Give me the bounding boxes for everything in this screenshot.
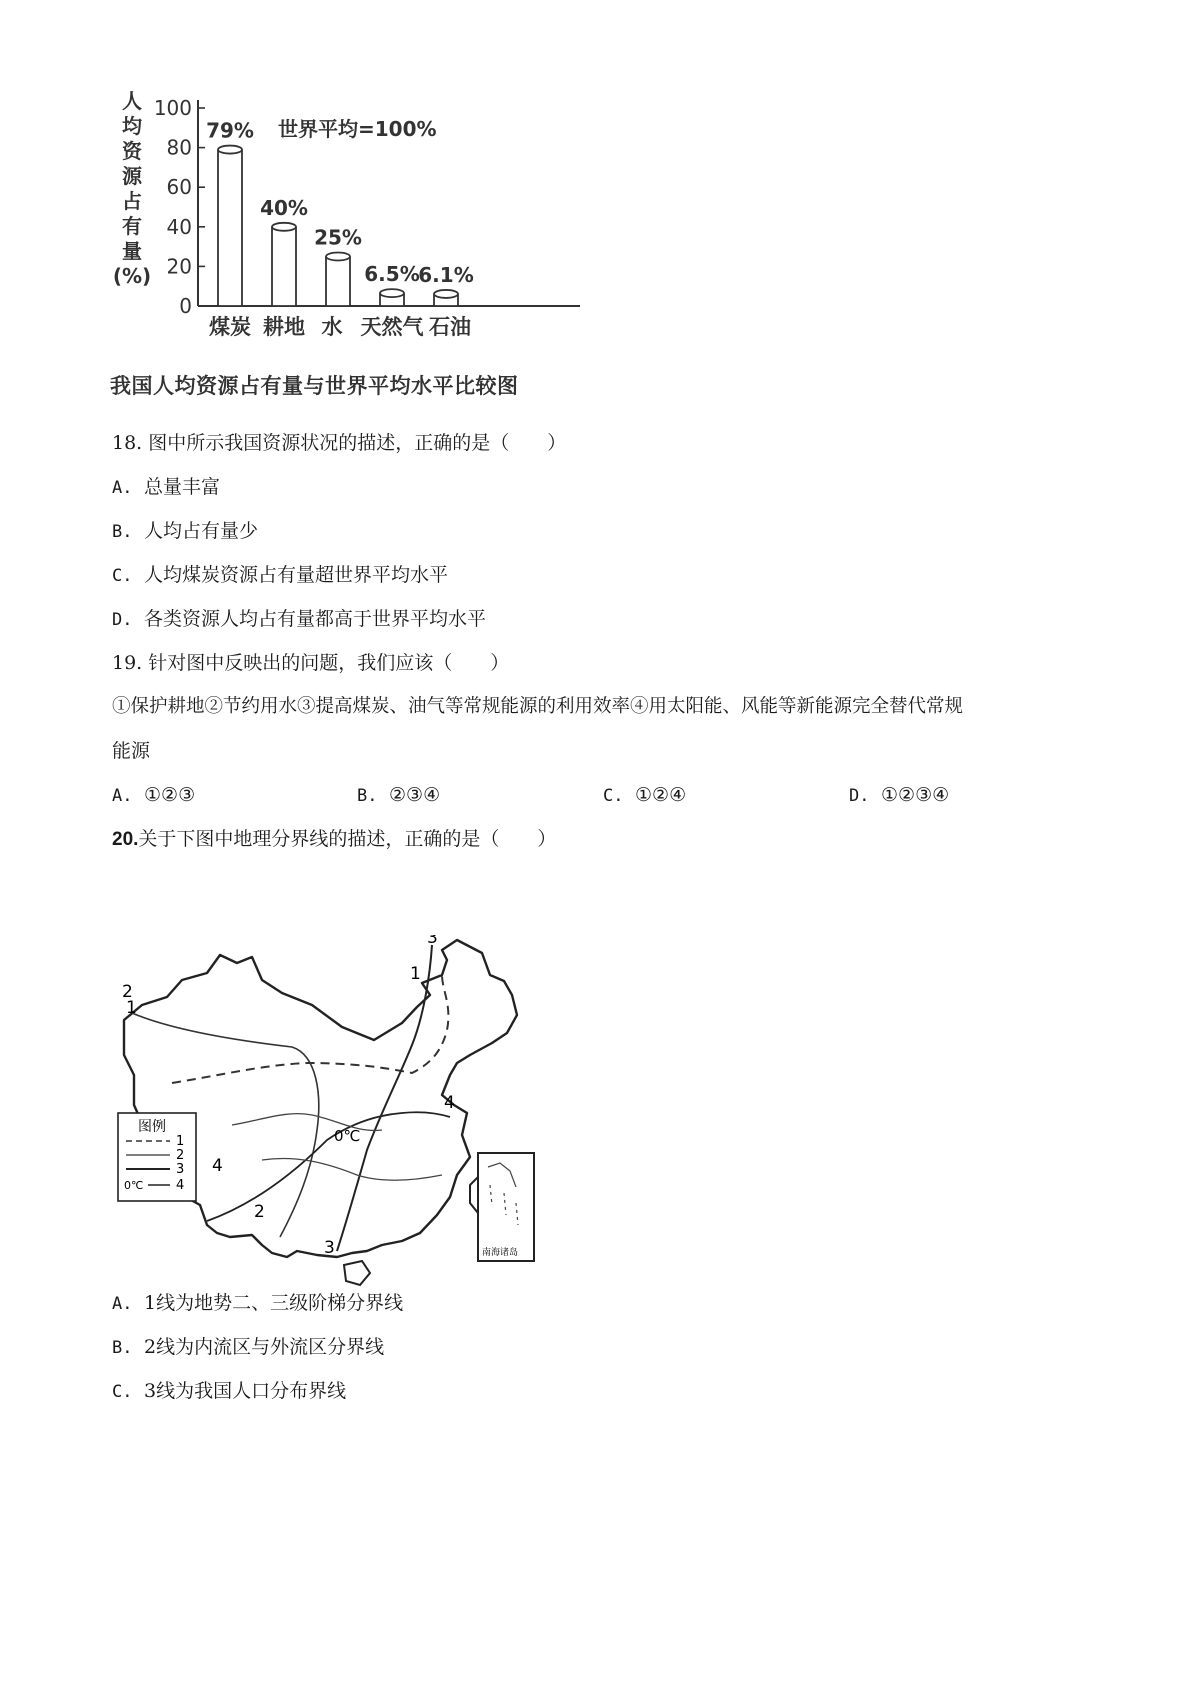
ylabel-char: 有 <box>122 214 142 238</box>
x-category-label: 煤炭 <box>209 315 251 339</box>
q20-option-a[interactable] <box>112 1290 403 1317</box>
option-text: 3线为我国人口分布界线 <box>144 1380 347 1402</box>
legend-zero-label: 0℃ <box>124 1179 144 1192</box>
y-tick-label: 20 <box>166 254 192 279</box>
q19-stem: 19. 针对图中反映出的问题，我们应该（ ） <box>112 652 510 674</box>
option-letter: C. <box>112 566 133 586</box>
option-text: ②③④ <box>389 784 441 806</box>
map-legend <box>118 1113 196 1201</box>
ylabel-char: 源 <box>122 164 142 188</box>
legend-item-label: 2 <box>176 1148 185 1163</box>
x-category-label: 水 <box>321 315 343 339</box>
y-tick-label: 100 <box>153 96 192 120</box>
option-letter: A. <box>112 1294 133 1314</box>
legend-item-label: 1 <box>176 1134 185 1149</box>
q19-statements-line2: 能源 <box>112 740 151 762</box>
bar <box>272 223 296 306</box>
line-label: 1 <box>410 964 421 984</box>
q20-option-b[interactable] <box>112 1334 384 1361</box>
q19-option-b[interactable] <box>357 782 440 809</box>
bar-value-label: 79% <box>206 118 254 143</box>
q18-option-b[interactable] <box>112 518 258 545</box>
option-text: ①②③ <box>144 784 196 806</box>
bar-value-label: 6.1% <box>418 262 474 287</box>
legend-item-label: 3 <box>176 1162 185 1177</box>
option-text: 总量丰富 <box>144 476 221 498</box>
bar <box>218 146 242 306</box>
line-label: 4 <box>212 1156 223 1176</box>
legend-item-label: 4 <box>176 1178 185 1193</box>
option-letter: C. <box>603 786 624 806</box>
hainan-island <box>344 1261 370 1285</box>
line-label: 1 <box>126 998 137 1018</box>
q20-stem-line <box>112 826 556 853</box>
ylabel-char: (%) <box>112 264 152 288</box>
q19-option-d[interactable] <box>849 782 949 809</box>
y-tick-label: 80 <box>166 135 192 160</box>
china-boundary-map <box>112 935 592 1335</box>
y-tick-label: 40 <box>166 214 192 239</box>
bar-value-label: 40% <box>260 195 308 220</box>
option-letter: A. <box>112 786 133 806</box>
bar-value-label: 6.5% <box>364 262 420 287</box>
boundary-line-1 <box>172 975 448 1083</box>
ylabel-char: 人 <box>122 89 142 113</box>
ylabel-char: 均 <box>122 114 142 138</box>
line-label: 2 <box>254 1202 265 1222</box>
bar <box>434 290 458 306</box>
x-category-label: 耕地 <box>263 315 305 339</box>
x-category-label: 天然气 <box>360 315 424 339</box>
option-text: ①②③④ <box>881 784 950 806</box>
china-map-svg <box>112 935 592 1335</box>
line-label: 4 <box>444 1093 455 1113</box>
y-tick-label: 0 <box>179 294 192 318</box>
q19-option-a[interactable] <box>112 782 195 809</box>
option-text: 各类资源人均占有量都高于世界平均水平 <box>144 608 487 630</box>
chart-title: 我国人均资源占有量与世界平均水平比较图 <box>110 374 519 398</box>
line-label: 2 <box>122 982 133 1002</box>
option-text: 1线为地势二、三级阶梯分界线 <box>144 1292 404 1314</box>
option-letter: B. <box>112 1338 133 1358</box>
q20-stem: 关于下图中地理分界线的描述，正确的是（ ） <box>138 828 557 850</box>
q20-number: 20. <box>112 829 139 850</box>
chart-annotation: 世界平均=100% <box>278 117 437 141</box>
inset-label: 南海诸岛 <box>482 1248 519 1258</box>
ylabel-char: 资 <box>122 139 142 163</box>
option-letter: D. <box>849 786 870 806</box>
option-letter: A. <box>112 478 133 498</box>
q20-option-c[interactable] <box>112 1378 346 1405</box>
river-line <box>262 1158 442 1180</box>
option-letter: D. <box>112 610 133 630</box>
china-outline <box>124 940 517 1257</box>
option-letter: C. <box>112 1382 133 1402</box>
option-letter: B. <box>112 522 133 542</box>
bar-chart-svg <box>110 88 590 368</box>
bar-value-label: 25% <box>314 225 362 250</box>
x-category-label: 石油 <box>429 315 471 339</box>
legend-title: 图例 <box>138 1119 166 1135</box>
option-letter: B. <box>357 786 378 806</box>
q18-option-c[interactable] <box>112 562 448 589</box>
option-text: ①②④ <box>635 784 687 806</box>
resource-bar-chart <box>110 88 590 408</box>
line-label: 3 <box>427 935 438 948</box>
ylabel-char: 占 <box>122 189 142 213</box>
line-label: 3 <box>324 1238 335 1258</box>
ylabel-char: 量 <box>122 239 142 263</box>
isotherm-label: 0℃ <box>334 1127 361 1145</box>
q19-statements-line1: ①保护耕地②节约用水③提高煤炭、油气等常规能源的利用效率④用太阳能、风能等新能源完全替代常规 <box>112 696 964 717</box>
option-text: 人均煤炭资源占有量超世界平均水平 <box>144 564 449 586</box>
q18-option-d[interactable] <box>112 606 486 633</box>
south-china-sea-inset <box>478 1153 534 1261</box>
y-tick-label: 60 <box>166 175 192 200</box>
bar <box>326 253 350 307</box>
boundary-line-3 <box>337 945 432 1251</box>
bar <box>380 289 404 306</box>
isotherm-line-4 <box>207 1112 450 1221</box>
q18-stem: 18. 图中所示我国资源状况的描述，正确的是（ ） <box>112 432 567 454</box>
q19-option-c[interactable] <box>603 782 686 809</box>
option-text: 2线为内流区与外流区分界线 <box>144 1336 385 1358</box>
q18-option-a[interactable] <box>112 474 220 501</box>
option-text: 人均占有量少 <box>144 520 259 542</box>
